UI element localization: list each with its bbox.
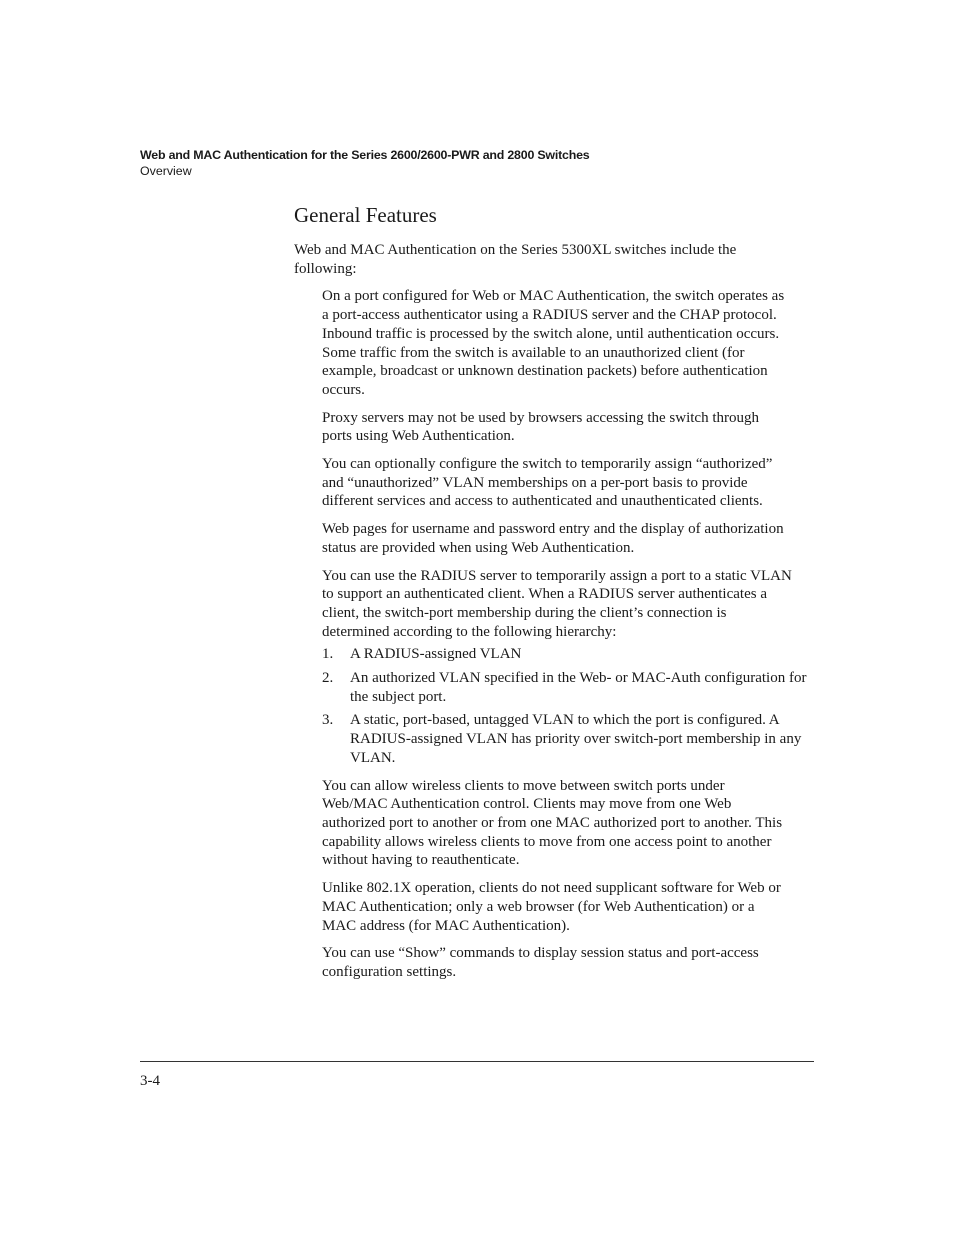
vlan-hierarchy-list (322, 645, 814, 767)
feature-item: Unlike 802.1X operation, clients do not need supplicant software for Web or MAC Authentication; only a web browser (for Web Authentication) or a MAC address (for MAC Authentication). (322, 880, 781, 934)
hierarchy-text: A RADIUS-assigned VLAN (350, 646, 522, 663)
hierarchy-text: A static, port-based, untagged VLAN to which the port is configured. A RADIUS-assigned VLAN has priority over switch-port membership in any VLAN. (350, 712, 802, 766)
feature-item: On a port configured for Web or MAC Authentication, the switch operates as a port-access authenticator using a RADIUS server and the CHAP protocol. Inbound traffic is processed by the switch alone, until authentication occurs. Some traffic from the switch is available to an unauthorized client (for example, broadcast or unknown destination packets) before authentication occurs. (322, 288, 785, 398)
section-name: Overview (140, 164, 192, 178)
hierarchy-number: 1. (322, 646, 334, 663)
hierarchy-text: An authorized VLAN specified in the Web- or MAC-Auth configuration for the subject port. (350, 670, 807, 705)
hierarchy-item (322, 645, 814, 664)
section-heading: General Features (294, 203, 437, 227)
feature-item: Proxy servers may not be used by browsers accessing the switch through ports using Web Authentication. (322, 409, 759, 445)
main-content (294, 202, 814, 991)
feature-item: You can use the RADIUS server to temporarily assign a port to a static VLAN to support an authenticated client. When a RADIUS server authenticates a client, the switch-port membership during the client’s connection is determined according to the following hierarchy: (322, 567, 792, 640)
page-number: 3-4 (140, 1073, 160, 1089)
document-title: Web and MAC Authentication for the Series 2600/2600-PWR and 2800 Switches (140, 148, 590, 162)
intro-paragraph: Web and MAC Authentication on the Series 5300XL switches include the following: (294, 242, 737, 277)
hierarchy-item (322, 711, 814, 767)
hierarchy-number: 3. (322, 712, 334, 729)
feature-list (322, 287, 807, 981)
hierarchy-item (322, 669, 814, 706)
feature-item: You can optionally configure the switch to temporarily assign “authorized” and “unauthorized” VLAN memberships on a per-port basis to provide different services and access to authenticated and unauthenticated clients. (322, 456, 773, 510)
feature-item: Web pages for username and password entry and the display of authorization status are provided when using Web Authentication. (322, 521, 784, 556)
footer-rule (140, 1061, 814, 1062)
feature-item: You can use “Show” commands to display session status and port-access configuration settings. (322, 945, 759, 980)
feature-item: You can allow wireless clients to move between switch ports under Web/MAC Authentication control. Clients may move from one Web authorized port to another or from one MAC authorized port to another. This capability allows wireless clients to move from one access point to another without having to reauthenticate. (322, 777, 783, 869)
hierarchy-number: 2. (322, 670, 334, 687)
running-header (140, 147, 590, 179)
